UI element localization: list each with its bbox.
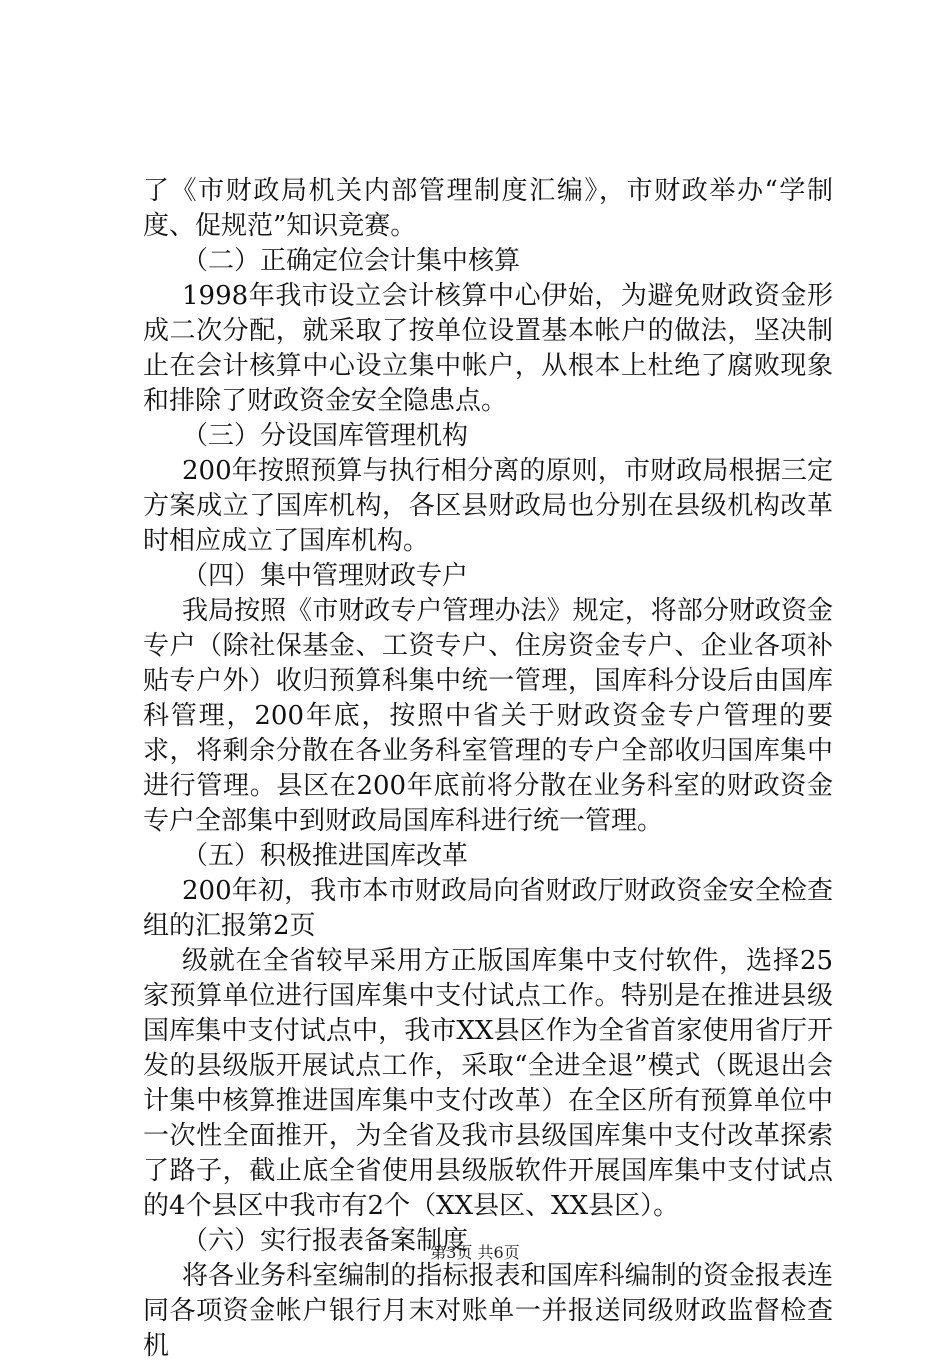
document-body: [143, 174, 833, 1364]
section-heading-3: （三）分设国库管理机构: [182, 421, 469, 451]
section-heading-2: （二）正确定位会计集中核算: [182, 246, 521, 276]
page-number-footer: 第3页 共6页: [430, 1243, 520, 1262]
paragraph-report-filing: 将各业务科室编制的指标报表和国库科编制的资金报表连同各项资金帐户银行月末对账单一并报送同级财政监督检查机: [143, 1261, 833, 1361]
paragraph-treasury-reform-intro: 200年初，我市本市财政局向省财政厅财政资金安全检查组的汇报第2页: [143, 876, 833, 941]
paragraph-continuation: 了《市财政局机关内部管理制度汇编》，市财政举办“学制度、促规范”知识竞赛。: [143, 176, 833, 241]
section-heading-4: （四）集中管理财政专户: [182, 561, 469, 591]
section-heading-5: （五）积极推进国库改革: [182, 841, 469, 871]
paragraph-treasury-reform: 级就在全省较早采用方正版国库集中支付软件，选择25家预算单位进行国库集中支付试点工作。特别是在推进县级国库集中支付试点中，我市XX县区作为全省首家使用省厅开发的县级版开展试点工作，采取“全进全退”模式（既退出会计集中核算推进国库集中支付改革）在全区所有预算单位中一次性全面推开，为全省及我市县级国库集中支付改革探索了路子，截止底全省使用县级版软件开展国库集中支付试点的4个县区中我市有2个（XX县区、XX县区）。: [143, 946, 833, 1221]
section-heading-6: （六）实行报表备案制度: [182, 1226, 469, 1256]
paragraph-accounting-center: 1998年我市设立会计核算中心伊始，为避免财政资金形成二次分配，就采取了按单位设置基本帐户的做法，坚决制止在会计核算中心设立集中帐户，从根本上杜绝了腐败现象和排除了财政资金安全隐患点。: [143, 281, 833, 416]
paragraph-special-accounts: 我局按照《市财政专户管理办法》规定，将部分财政资金专户（除社保基金、工资专户、住房资金专户、企业各项补贴专户外）收归预算科集中统一管理，国库科分设后由国库科管理，200年底，按照中省关于财政资金专户管理的要求，将剩余分散在各业务科室管理的专户全部收归国库集中进行管理。县区在200年底前将分散在业务科室的财政资金专户全部集中到财政局国库科进行统一管理。: [143, 596, 833, 836]
paragraph-treasury-agency: 200年按照预算与执行相分离的原则，市财政局根据三定方案成立了国库机构，各区县财政局也分别在县级机构改革时相应成立了国库机构。: [143, 456, 833, 556]
